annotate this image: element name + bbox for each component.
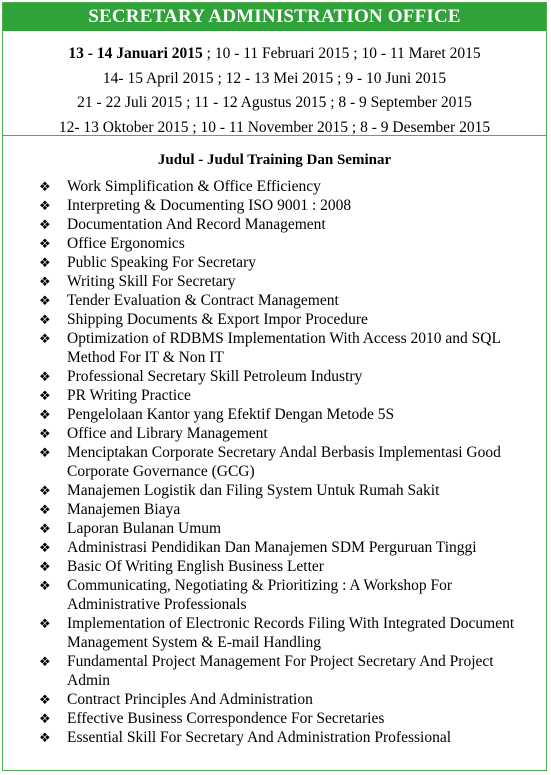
list-item <box>39 443 527 481</box>
list-item-label: Writing Skill For Secretary <box>67 273 236 290</box>
diamond-bullet-icon: ❖ <box>39 217 51 232</box>
list-item-label: Contract Principles And Administration <box>67 691 313 708</box>
diamond-bullet-icon: ❖ <box>39 540 51 555</box>
schedule-line-4 <box>3 116 546 141</box>
list-item-label: Manajemen Logistik dan Filing System Untuk Rumah Sakit <box>67 482 440 499</box>
diamond-bullet-icon: ❖ <box>39 502 51 517</box>
schedule-text: 12- 13 Oktober 2015 ; 10 - 11 November 2015 ; 8 - 9 Desember 2015 <box>58 118 491 136</box>
list-item-label: Work Simplification & Office Efficiency <box>67 178 321 195</box>
schedule-line-1 <box>3 42 546 67</box>
list-item-label: Professional Secretary Skill Petroleum Industry <box>67 368 363 385</box>
list-item <box>39 253 527 272</box>
schedule-dates <box>3 31 546 135</box>
diamond-bullet-icon: ❖ <box>39 274 51 289</box>
list-item <box>39 576 527 614</box>
list-item-label: Implementation of Electronic Records Filing With Integrated Document Management System & E-mail Handling <box>67 615 515 651</box>
list-item <box>39 367 527 386</box>
diamond-bullet-icon: ❖ <box>39 388 51 403</box>
schedule-highlight: 13 - 14 Januari 2015 <box>68 45 203 62</box>
list-item <box>39 196 527 215</box>
list-item-label: Communicating, Negotiating & Prioritizing : A Workshop For Administrative Professionals <box>67 577 453 613</box>
list-item-label: Tender Evaluation & Contract Management <box>67 292 339 309</box>
diamond-bullet-icon: ❖ <box>39 331 51 346</box>
info-panel <box>2 2 547 771</box>
list-item <box>39 291 527 310</box>
list-item-label: Documentation And Record Management <box>67 216 326 233</box>
list-item-label: Effective Business Correspondence For Secretaries <box>67 710 385 727</box>
list-item-label: Laporan Bulanan Umum <box>67 520 222 537</box>
diamond-bullet-icon: ❖ <box>39 711 51 726</box>
list-item <box>39 272 527 291</box>
list-item-label: Shipping Documents & Export Impor Procedure <box>67 311 368 328</box>
diamond-bullet-icon: ❖ <box>39 483 51 498</box>
list-item <box>39 329 527 367</box>
schedule-line-3 <box>3 91 546 116</box>
list-item-label: Public Speaking For Secretary <box>67 254 256 271</box>
list-item-label: Pengelolaan Kantor yang Efektif Dengan Metode 5S <box>67 406 395 423</box>
diamond-bullet-icon: ❖ <box>39 559 51 574</box>
schedule-text: 14- 15 April 2015 ; 12 - 13 Mei 2015 ; 9 - 10 Juni 2015 <box>102 69 447 87</box>
list-item <box>39 215 527 234</box>
list-item <box>39 538 527 557</box>
list-item <box>39 177 527 196</box>
diamond-bullet-icon: ❖ <box>39 692 51 707</box>
diamond-bullet-icon: ❖ <box>39 293 51 308</box>
list-item <box>39 481 527 500</box>
list-item <box>39 728 527 747</box>
topic-list <box>3 177 546 747</box>
list-item-label: Administrasi Pendidikan Dan Manajemen SDM Perguruan Tinggi <box>67 539 477 556</box>
section-title: Judul - Judul Training Dan Seminar <box>157 152 392 168</box>
list-item-label: Essential Skill For Secretary And Administration Professional <box>67 729 452 746</box>
list-item <box>39 519 527 538</box>
diamond-bullet-icon: ❖ <box>39 255 51 270</box>
diamond-bullet-icon: ❖ <box>39 521 51 536</box>
diamond-bullet-icon: ❖ <box>39 198 51 213</box>
list-item-label: Office and Library Management <box>67 425 268 442</box>
list-item <box>39 652 527 690</box>
list-item <box>39 424 527 443</box>
list-item <box>39 557 527 576</box>
diamond-bullet-icon: ❖ <box>39 236 51 251</box>
list-item <box>39 690 527 709</box>
list-item-label: Fundamental Project Management For Project Secretary And Project Admin <box>67 653 494 689</box>
diamond-bullet-icon: ❖ <box>39 654 51 669</box>
diamond-bullet-icon: ❖ <box>39 407 51 422</box>
diamond-bullet-icon: ❖ <box>39 312 51 327</box>
diamond-bullet-icon: ❖ <box>39 179 51 194</box>
list-item-label: Manajemen Biaya <box>67 501 181 518</box>
diamond-bullet-icon: ❖ <box>39 369 51 384</box>
page-title: SECRETARY ADMINISTRATION OFFICE <box>3 3 546 31</box>
list-item-label: Menciptakan Corporate Secretary Andal Berbasis Implementasi Good Corporate Governance (GCG) <box>67 444 501 480</box>
diamond-bullet-icon: ❖ <box>39 426 51 441</box>
list-item-label: PR Writing Practice <box>67 387 191 404</box>
diamond-bullet-icon: ❖ <box>39 445 51 460</box>
list-item-label: Optimization of RDBMS Implementation With Access 2010 and SQL Method For IT & Non IT <box>67 330 501 366</box>
schedule-text: 21 - 22 Juli 2015 ; 11 - 12 Agustus 2015 ; 8 - 9 September 2015 <box>77 94 472 111</box>
diamond-bullet-icon: ❖ <box>39 616 51 631</box>
list-item <box>39 709 527 728</box>
diamond-bullet-icon: ❖ <box>39 730 51 745</box>
list-item <box>39 614 527 652</box>
list-item <box>39 386 527 405</box>
list-item <box>39 405 527 424</box>
list-item <box>39 500 527 519</box>
list-item-label: Interpreting & Documenting ISO 9001 : 2008 <box>67 197 352 214</box>
schedule-line-2 <box>3 67 546 92</box>
list-item-label: Basic Of Writing English Business Letter <box>67 558 324 575</box>
schedule-text: ; 10 - 11 Februari 2015 ; 10 - 11 Maret 2015 <box>202 45 481 62</box>
list-item-label: Office Ergonomics <box>67 235 185 252</box>
list-item <box>39 234 527 253</box>
diamond-bullet-icon: ❖ <box>39 578 51 593</box>
list-item <box>39 310 527 329</box>
